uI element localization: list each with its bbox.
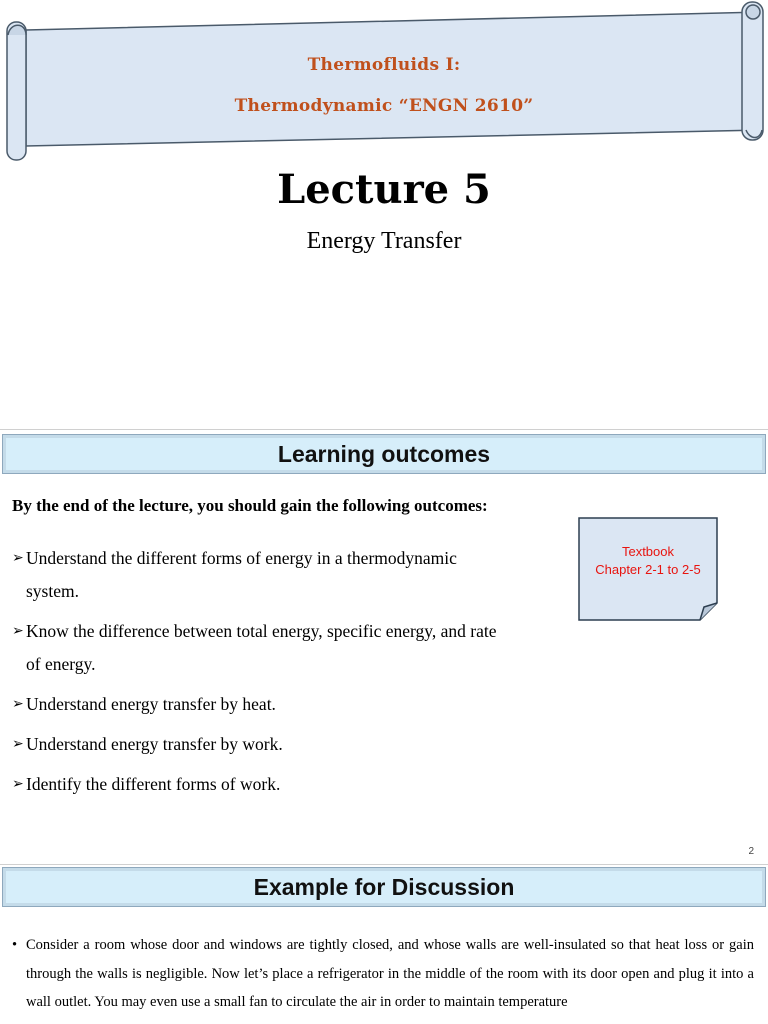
- list-item: [12, 688, 557, 721]
- intro-text: By the end of the lecture, you should gain the following outcomes:: [12, 496, 488, 515]
- course-code: Thermodynamic “ENGN 2610”: [234, 96, 534, 116]
- discussion-paragraph: [12, 931, 754, 1017]
- scroll-banner: [0, 0, 768, 165]
- lecture-title: Lecture 5: [277, 166, 491, 213]
- slide-divider: [0, 429, 768, 430]
- arrow-bullet-icon: ➢: [12, 551, 24, 566]
- note-label: Textbook: [621, 544, 675, 559]
- section-header-text: Example for Discussion: [253, 874, 515, 900]
- bullet-icon: •: [12, 937, 18, 953]
- page-number: 2: [748, 846, 754, 857]
- list-item: [12, 728, 557, 761]
- list-item-text: system.: [26, 581, 79, 601]
- arrow-bullet-icon: ➢: [12, 737, 24, 752]
- discussion-slide: [0, 865, 768, 1024]
- textbook-note: [578, 517, 718, 621]
- outcomes-list: [12, 542, 557, 801]
- list-item-text: Understand energy transfer by heat.: [26, 694, 276, 714]
- discussion-text: Consider a room whose door and windows are tightly closed, and whose walls are well-insulated so that heat loss or gain through the walls is negligible. Now let’s place a refrigerator in the middle of the room with its door open and plug it into a wall outlet. You may even use a small fan to circulate the air in order to maintain temperature: [26, 937, 754, 1010]
- lecture-subtitle: Energy Transfer: [306, 228, 462, 254]
- section-header-text: Learning outcomes: [277, 441, 491, 467]
- list-item: [12, 542, 557, 608]
- section-header: [2, 434, 766, 474]
- list-item-text: Understand energy transfer by work.: [26, 734, 283, 754]
- arrow-bullet-icon: ➢: [12, 697, 24, 712]
- arrow-bullet-icon: ➢: [12, 777, 24, 792]
- course-title: Thermofluids I:: [307, 55, 461, 75]
- learning-outcomes-slide: [0, 432, 768, 862]
- title-slide: [0, 0, 768, 425]
- list-item-text: Identify the different forms of work.: [26, 774, 281, 794]
- note-chapters: Chapter 2-1 to 2-5: [595, 562, 701, 577]
- list-item-text: Understand the different forms of energy in a thermodynamic: [26, 548, 457, 568]
- section-header: [2, 867, 766, 907]
- arrow-bullet-icon: ➢: [12, 624, 24, 639]
- list-item: [12, 768, 557, 801]
- list-item: [12, 615, 557, 681]
- list-item-text: of energy.: [26, 654, 96, 674]
- list-item-text: Know the difference between total energy, specific energy, and rate: [26, 621, 497, 641]
